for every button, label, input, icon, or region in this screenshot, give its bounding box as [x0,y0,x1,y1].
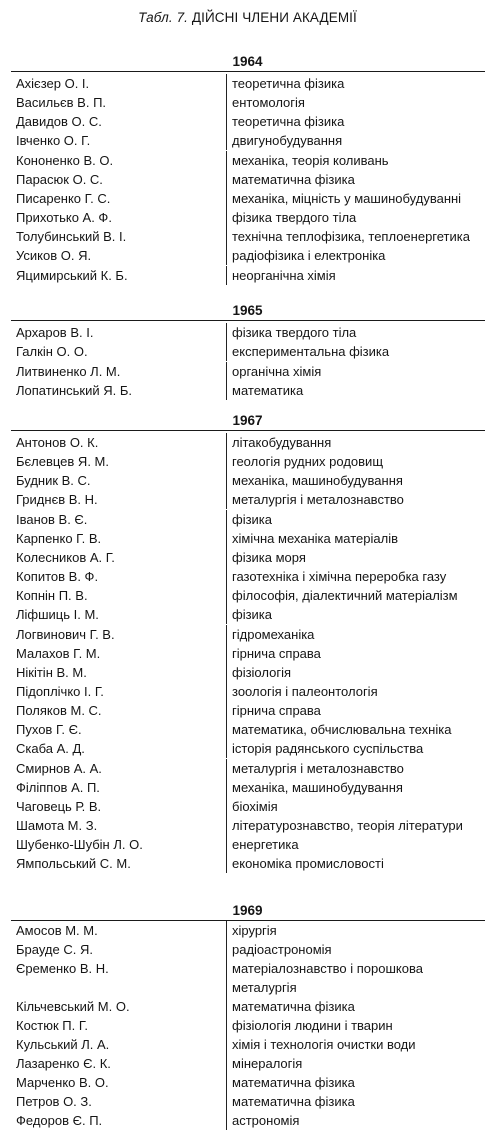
member-field: фізика [232,511,273,527]
table-row [0,759,495,778]
member-name: Поляков М. С. [16,703,102,719]
column-separator [226,93,227,112]
table-row [0,381,495,400]
member-name: Малахов Г. М. [16,645,101,661]
member-field: фізика моря [232,549,306,565]
column-separator [226,323,227,342]
table-row [0,835,495,854]
member-name: Антонов О. К. [16,435,99,450]
column-separator [226,151,227,170]
column-separator [226,663,227,682]
column-separator [226,433,227,452]
table-row [0,1073,495,1092]
table-row [0,93,495,112]
member-field: економіка промисловості [232,856,384,872]
column-separator [226,548,227,567]
column-separator [226,644,227,663]
member-field: математична фізика [232,171,355,187]
table-row [0,510,495,529]
column-separator [226,1073,227,1092]
table-row [0,625,495,644]
year-heading: 1964 [232,54,263,69]
member-field: геологія рудних родовищ [232,454,384,470]
table-row [0,529,495,548]
member-name: Толубинський В. І. [16,229,127,245]
column-separator [226,567,227,586]
member-field: гірнича справа [232,645,321,661]
member-name: Усиков О. Я. [16,248,92,264]
member-name: Лопатинський Я. Б. [16,382,132,398]
member-name: Філіппов А. П. [16,779,100,795]
member-field: фізика [232,607,273,623]
member-name: Чаговець Р. В. [16,798,102,814]
column-separator [226,490,227,509]
table-row [0,1035,495,1054]
table-row [0,739,495,758]
column-separator [226,529,227,548]
column-separator [226,625,227,644]
year-heading: 1969 [232,903,263,918]
table-row [0,227,495,246]
member-name: Архаров В. І. [16,325,94,340]
member-name: Писаренко Г. С. [16,190,111,206]
member-field: історія радянського суспільства [232,741,424,757]
column-separator [226,682,227,701]
table-row [0,342,495,361]
table-row [0,997,495,1016]
member-field: механіка, теорія коливань [232,152,389,168]
table-row [0,1111,495,1130]
table-row [0,921,495,940]
column-separator [226,778,227,797]
member-field: енергетика [232,837,299,853]
table-row [0,151,495,170]
table-row [0,471,495,490]
member-name: Колесников А. Г. [16,549,115,565]
table-row [0,490,495,509]
column-separator [226,997,227,1016]
table-row [0,548,495,567]
column-separator [226,701,227,720]
table-row [0,246,495,265]
member-field: філософія, діалектичний матеріалізм [232,588,458,604]
table-row [0,586,495,605]
table-row [0,362,495,381]
member-name: Брауде С. Я. [16,942,93,957]
column-separator [226,921,227,940]
member-field: радіофізика і електроніка [232,248,386,264]
table-row [0,170,495,189]
member-name: Литвиненко Л. М. [16,363,121,379]
member-field: математика, обчислювальна техніка [232,722,452,738]
table-row [0,797,495,816]
column-separator [226,227,227,246]
member-name: Кононенко В. О. [16,152,114,168]
member-name: Пухов Г. Є. [16,722,82,738]
member-field: механіка, міцність у машинобудуванні [232,190,462,206]
column-separator [226,189,227,208]
table-row [0,112,495,131]
table-row [0,131,495,150]
member-field: математика [232,382,304,398]
column-separator [226,739,227,758]
table-row [0,663,495,682]
member-name: Федоров Є. П. [16,1113,103,1128]
member-field: теоретична фізика [232,76,345,91]
column-separator [226,797,227,816]
member-field: літературознавство, теорія літератури [232,818,463,833]
table-row [0,605,495,624]
member-field: ентомологія [232,95,305,111]
member-name: Ліфшиць І. М. [16,607,99,623]
member-name: Скаба А. Д. [16,741,85,757]
member-field: газотехніка і хімічна переробка газу [232,569,447,585]
column-separator [226,246,227,265]
member-name: Смирнов А. А. [16,760,102,776]
member-name: Логвинович Г. В. [16,626,115,642]
member-field: двигунобудування [232,133,343,149]
member-field: фізіологія людини і тварин [232,1018,393,1033]
section-divider [11,430,485,431]
column-separator [226,510,227,529]
column-separator [226,720,227,739]
member-name: Шубенко-Шубін Л. О. [16,837,143,853]
member-name: Ахієзер О. І. [16,76,90,91]
member-name: Івченко О. Г. [16,133,91,149]
table-row [0,1016,495,1035]
member-field: математична фізика [232,1075,355,1090]
column-separator [226,816,227,835]
member-field: теоретична фізика [232,114,345,130]
member-name: Прихотько А. Ф. [16,210,112,226]
member-name: Васильєв В. П. [16,95,107,111]
column-separator [226,342,227,361]
member-name: Шамота М. З. [16,818,98,833]
member-name: Ямпольський С. М. [16,856,131,872]
column-separator [226,362,227,381]
column-separator [226,940,227,959]
member-field: біохімія [232,798,278,814]
member-field: зоологія і палеонтологія [232,683,378,699]
member-field: експериментальна фізика [232,344,390,360]
member-name: Парасюк О. С. [16,171,103,187]
member-name: Костюк П. Г. [16,1018,88,1033]
table-row [0,816,495,835]
member-name: Бєлевцев Я. М. [16,454,109,470]
column-separator [226,381,227,400]
member-name: Карпенко Г. В. [16,530,102,546]
member-field: механіка, машинобудування [232,473,403,489]
member-field: гідромеханіка [232,626,315,642]
member-field: органічна хімія [232,363,322,379]
column-separator [226,170,227,189]
table-row [0,1092,495,1111]
column-separator [226,266,227,285]
table-row [0,208,495,227]
member-field: металургія і металознавство [232,492,404,508]
table-row [0,778,495,797]
table-row [0,74,495,93]
member-name: Петров О. З. [16,1094,92,1109]
column-separator [226,854,227,873]
column-separator [226,1035,227,1054]
column-separator [226,74,227,93]
column-separator [226,208,227,227]
member-name: Лазаренко Є. К. [16,1056,111,1071]
column-separator [226,959,227,997]
column-separator [226,131,227,150]
table-caption: ДІЙСНІ ЧЛЕНИ АКАДЕМІЇ [191,10,357,25]
column-separator [226,1092,227,1111]
member-field: хімія і технологія очистки води [232,1037,416,1052]
member-name: Єременко В. Н. [16,961,109,976]
table-row [0,701,495,720]
column-separator [226,586,227,605]
year-heading: 1965 [232,303,263,318]
member-name: Іванов В. Є. [16,511,88,527]
member-field: хірургія [232,923,277,938]
table-row [0,266,495,285]
member-name: Підоплічко І. Г. [16,683,104,699]
table-row [0,452,495,471]
member-field: математична фізика [232,999,355,1014]
column-separator [226,1016,227,1035]
section-divider [11,320,485,321]
member-field: металургія і металознавство [232,760,404,776]
table-row [0,1054,495,1073]
column-separator [226,1111,227,1130]
year-heading: 1967 [232,413,263,428]
member-field: механіка, машинобудування [232,779,403,795]
member-field: мінералогія [232,1056,303,1071]
member-field: астрономія [232,1113,300,1128]
member-name: Амосов М. М. [16,923,98,938]
member-field: хімічна механіка матеріалів [232,530,399,546]
table-row [0,433,495,452]
table-row [0,854,495,873]
column-separator [226,759,227,778]
member-field: фізика твердого тіла [232,210,357,226]
column-separator [226,1054,227,1073]
column-separator [226,835,227,854]
member-name: Копитов В. Ф. [16,569,99,585]
section-divider [11,71,485,72]
member-name: Кільчевський М. О. [16,999,130,1014]
table-row [0,644,495,663]
column-separator [226,452,227,471]
column-separator [226,112,227,131]
member-name: Давидов О. С. [16,114,102,130]
member-field: фізіологія [232,664,292,680]
member-name: Гриднєв В. Н. [16,492,98,508]
member-field: фізика твердого тіла [232,325,357,340]
table-row [0,567,495,586]
member-name: Копнін П. В. [16,588,88,604]
table-row [0,959,495,997]
member-name: Будник В. С. [16,473,91,489]
table-row [0,720,495,739]
member-field: радіоастрономія [232,942,332,957]
member-field: гірнича справа [232,703,321,719]
member-field: технічна теплофізика, теплоенергетика [232,229,470,245]
table-row [0,323,495,342]
member-field: літакобудування [232,435,332,450]
member-field: матеріалознавство і порошкова металургія [232,961,423,995]
table-row [0,189,495,208]
column-separator [226,605,227,624]
column-separator [226,471,227,490]
table-row [0,682,495,701]
table-row [0,940,495,959]
member-field: неорганічна хімія [232,267,336,283]
member-name: Галкін О. О. [16,344,88,360]
member-name: Нікітін В. М. [16,664,87,680]
member-name: Марченко В. О. [16,1075,109,1090]
member-field: математична фізика [232,1094,355,1109]
member-name: Яцимирський К. Б. [16,267,128,283]
member-name: Кульський Л. А. [16,1037,110,1052]
table-number: Табл. 7. [138,10,189,25]
table-title [0,10,495,25]
